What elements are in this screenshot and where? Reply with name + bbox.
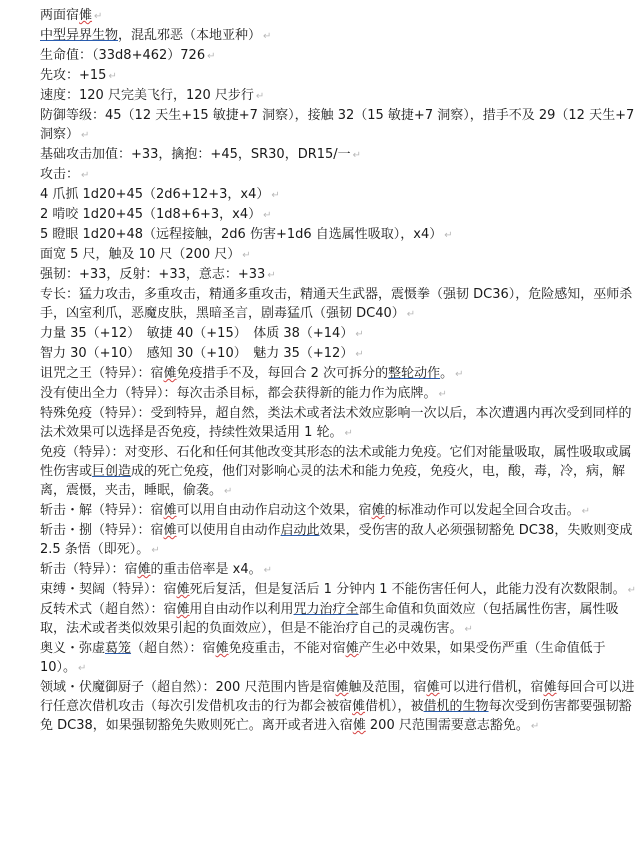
- text-run: 先攻：+15: [40, 68, 107, 83]
- document-body[interactable]: [40, 6, 636, 736]
- spellcheck-flagged-text: 傩: [543, 680, 557, 695]
- text-run: 强韧：+33，反射：+33，意志：+33: [40, 267, 266, 282]
- paragraph-mark-icon: ↵: [81, 130, 90, 141]
- text-run: 斩击・解（特异）：宿: [40, 503, 164, 518]
- paragraph-mark-icon: ↵: [455, 369, 464, 380]
- paragraph-mark-icon: ↵: [263, 565, 273, 576]
- underlined-text: 借机的生物: [423, 699, 489, 714]
- text-line: [40, 404, 636, 443]
- paragraph-mark-icon: ↵: [444, 230, 453, 241]
- text-line: [40, 678, 636, 736]
- text-run: 借机），被: [365, 699, 424, 714]
- text-run: 智力 30（+10） 感知 30（+10） 魅力 35（+12）: [40, 346, 354, 361]
- text-run: 奥义・弥虚: [40, 641, 106, 656]
- text-line: [40, 580, 636, 600]
- text-run: 领域・伏魔御厨子（超自然）：200 尺范围内皆是宿: [40, 680, 336, 695]
- text-line: [40, 245, 636, 265]
- spellcheck-flagged-text: 傩: [176, 582, 190, 597]
- text-run: 产生必中效果，如果受伤严重（生命值低于 10）。: [40, 641, 606, 675]
- text-run: 诅咒之王（特异）：宿: [40, 366, 164, 381]
- spellcheck-flagged-text: 傩: [79, 8, 93, 23]
- text-run: 可以用自由动作启动这个效果，宿: [176, 503, 372, 518]
- paragraph-mark-icon: ↵: [255, 91, 265, 102]
- text-run: 每回合可以进行任意次借机攻击（每次引发借机攻击的行为都会被宿: [40, 680, 635, 714]
- text-run: 束缚・契阔（特异）：宿: [40, 582, 177, 597]
- text-run: 200 尺范围需要意志豁免。: [365, 718, 529, 733]
- text-run: 斩击（特异）：宿: [40, 562, 138, 577]
- text-run: 特殊免疫（特异）：受到特异，超自然，类法术或者法术效应影响一次以后，本次遭遇内再次受到同样的法术效果可以选择是否免疫，持续性效果适用 1 轮。: [40, 406, 632, 440]
- text-run: 可以进行借机，宿: [439, 680, 544, 695]
- text-run: 两面宿: [40, 8, 80, 23]
- text-run: 的重击倍率是 x4。: [150, 562, 262, 577]
- paragraph-mark-icon: ↵: [464, 624, 473, 635]
- text-run: 面宽 5 尺，触及 10 尺（200 尺）: [40, 247, 241, 262]
- text-line: [40, 384, 636, 404]
- spellcheck-flagged-text: 傩: [335, 680, 349, 695]
- text-run: 专长：猛力攻击，多重攻击，精通多重攻击，精通天生武器，震慑拳（强韧 DC36），危险感知，巫师杀手，凶室利爪，恶魔皮肤，黑暗圣言，剧毒猛爪（强韧 DC40）: [40, 287, 633, 321]
- underlined-text: 葛笼: [105, 641, 132, 656]
- spellcheck-flagged-text: 傩: [345, 641, 359, 656]
- paragraph-mark-icon: ↵: [108, 71, 117, 82]
- text-line: [40, 443, 636, 501]
- text-run: ，混乱邪恶（本地亚种）: [118, 28, 262, 43]
- text-run: 死后复活，但是复活后 1 分钟内 1 不能伤害任何人，此能力没有次数限制。: [189, 582, 626, 597]
- text-line: [40, 185, 636, 205]
- text-run: 反转术式（超自然）：宿: [40, 602, 177, 617]
- text-line: [40, 285, 636, 324]
- text-run: 效果，受伤害的敌人必须强韧豁免 DC38，失败则变成 2.5 条悟（即死）。: [40, 523, 633, 557]
- spellcheck-flagged-text: 傩: [176, 602, 190, 617]
- paragraph-mark-icon: ↵: [81, 170, 90, 181]
- spellcheck-flagged-text: 傩: [371, 503, 385, 518]
- paragraph-mark-icon: ↵: [271, 190, 280, 201]
- text-run: 触及范围，宿: [348, 680, 427, 695]
- spellcheck-flagged-text: 傩: [426, 680, 440, 695]
- text-line: [40, 521, 636, 560]
- paragraph-mark-icon: ↵: [355, 349, 364, 360]
- text-run: 可以使用自由动作: [176, 523, 281, 538]
- paragraph-mark-icon: ↵: [242, 250, 251, 261]
- text-run: 攻击：: [40, 167, 80, 182]
- paragraph-mark-icon: ↵: [151, 545, 160, 556]
- text-run: 斩击・捌（特异）：宿: [40, 523, 164, 538]
- spellcheck-flagged-text: 傩: [352, 718, 366, 733]
- text-run: 的标准动作可以发起全回合攻击。: [384, 503, 580, 518]
- spellcheck-flagged-text: 傩: [163, 503, 177, 518]
- paragraph-mark-icon: ↵: [530, 721, 540, 732]
- text-line: [40, 364, 636, 384]
- paragraph-mark-icon: ↵: [263, 210, 272, 221]
- text-line: [40, 265, 636, 285]
- paragraph-mark-icon: ↵: [267, 270, 276, 281]
- text-run: 免疫重击，不能对宿: [228, 641, 346, 656]
- underlined-text: 巨创造: [92, 464, 132, 479]
- text-run: 没有使出全力（特异）：每次击杀目标，都会获得新的能力作为底牌。: [40, 386, 437, 401]
- text-line: [40, 66, 636, 86]
- paragraph-mark-icon: ↵: [207, 51, 216, 62]
- text-line: [40, 6, 636, 26]
- text-line: [40, 324, 636, 344]
- paragraph-mark-icon: ↵: [344, 428, 353, 439]
- paragraph-mark-icon: ↵: [438, 389, 447, 400]
- text-run: 2 啃咬 1d20+45（1d8+6+3，x4）: [40, 207, 262, 222]
- spellcheck-flagged-text: 傩: [137, 562, 151, 577]
- paragraph-mark-icon: ↵: [581, 506, 590, 517]
- text-line: [40, 26, 636, 46]
- text-run: 。: [440, 366, 454, 381]
- text-line: [40, 501, 636, 521]
- text-line: [40, 165, 636, 185]
- text-run: （超自然）：宿: [131, 641, 216, 656]
- paragraph-mark-icon: ↵: [94, 11, 103, 22]
- text-line: [40, 600, 636, 639]
- text-run: 基础攻击加值：+33，擒抱：+45，SR30，DR15/一: [40, 147, 351, 162]
- underlined-text: 整轮动作: [388, 366, 441, 381]
- paragraph-mark-icon: ↵: [627, 585, 636, 596]
- paragraph-mark-icon: ↵: [352, 150, 362, 161]
- text-run: 4 爪抓 1d20+45（2d6+12+3，x4）: [40, 187, 270, 202]
- text-run: 成的死亡免疫，他们对影响心灵的法术和能力免疫，免疫火，电，酸，毒，冷，病，解离，震慑，夹击，睡眠，偷袭。: [40, 464, 626, 498]
- text-run: 部生命值和负面效应（包括属性伤害，属性吸取，法术或者类似效果引起的负面效应），但是不能治疗自己的灵魂伤害。: [40, 602, 619, 636]
- text-run: 免疫措手不及，每回合 2 次可拆分的: [176, 366, 389, 381]
- text-line: [40, 205, 636, 225]
- underlined-text: 启动此: [280, 523, 320, 538]
- text-line: [40, 86, 636, 106]
- text-run: 速度：120 尺完美飞行，120 尺步行: [40, 88, 254, 103]
- text-run: 5 瞪眼 1d20+48（远程接触，2d6 伤害+1d6 自选属性吸取），x4）: [40, 227, 443, 242]
- paragraph-mark-icon: ↵: [355, 329, 364, 340]
- underlined-text: 中型异界生物: [40, 28, 119, 43]
- text-run: 防御等级：45（12 天生+15 敏捷+7 洞察），接触 32（15 敏捷+7 洞察），措手不及 29（12 天生+7 洞察）: [40, 108, 635, 142]
- text-line: [40, 639, 636, 678]
- paragraph-mark-icon: ↵: [263, 31, 272, 42]
- paragraph-mark-icon: ↵: [78, 663, 87, 674]
- text-run: 每次受到伤害都要强韧豁免 DC38，如果强韧豁免失败则死亡。离开或者进入宿: [40, 699, 632, 733]
- text-line: [40, 106, 636, 145]
- text-line: [40, 145, 636, 165]
- text-line: [40, 344, 636, 364]
- text-run: 力量 35（+12） 敏捷 40（+15） 体质 38（+14）: [40, 326, 354, 341]
- text-line: [40, 560, 636, 580]
- paragraph-mark-icon: ↵: [406, 309, 416, 320]
- underlined-text: 咒力治疗全: [293, 602, 359, 617]
- text-run: 用自由动作以利用: [189, 602, 294, 617]
- spellcheck-flagged-text: 傩: [215, 641, 229, 656]
- paragraph-mark-icon: ↵: [224, 486, 233, 497]
- text-run: 生命值：（33d8+462）726: [40, 48, 206, 63]
- spellcheck-flagged-text: 傩: [163, 523, 177, 538]
- spellcheck-flagged-text: 傩: [352, 699, 366, 714]
- spellcheck-flagged-text: 傩: [163, 366, 177, 381]
- text-run: 免疫（特异）：对变形、石化和任何其他改变其形态的法术或能力免疫。它们对能量吸取，属性吸取或属性伤害或: [40, 445, 632, 479]
- text-line: [40, 46, 636, 66]
- text-line: [40, 225, 636, 245]
